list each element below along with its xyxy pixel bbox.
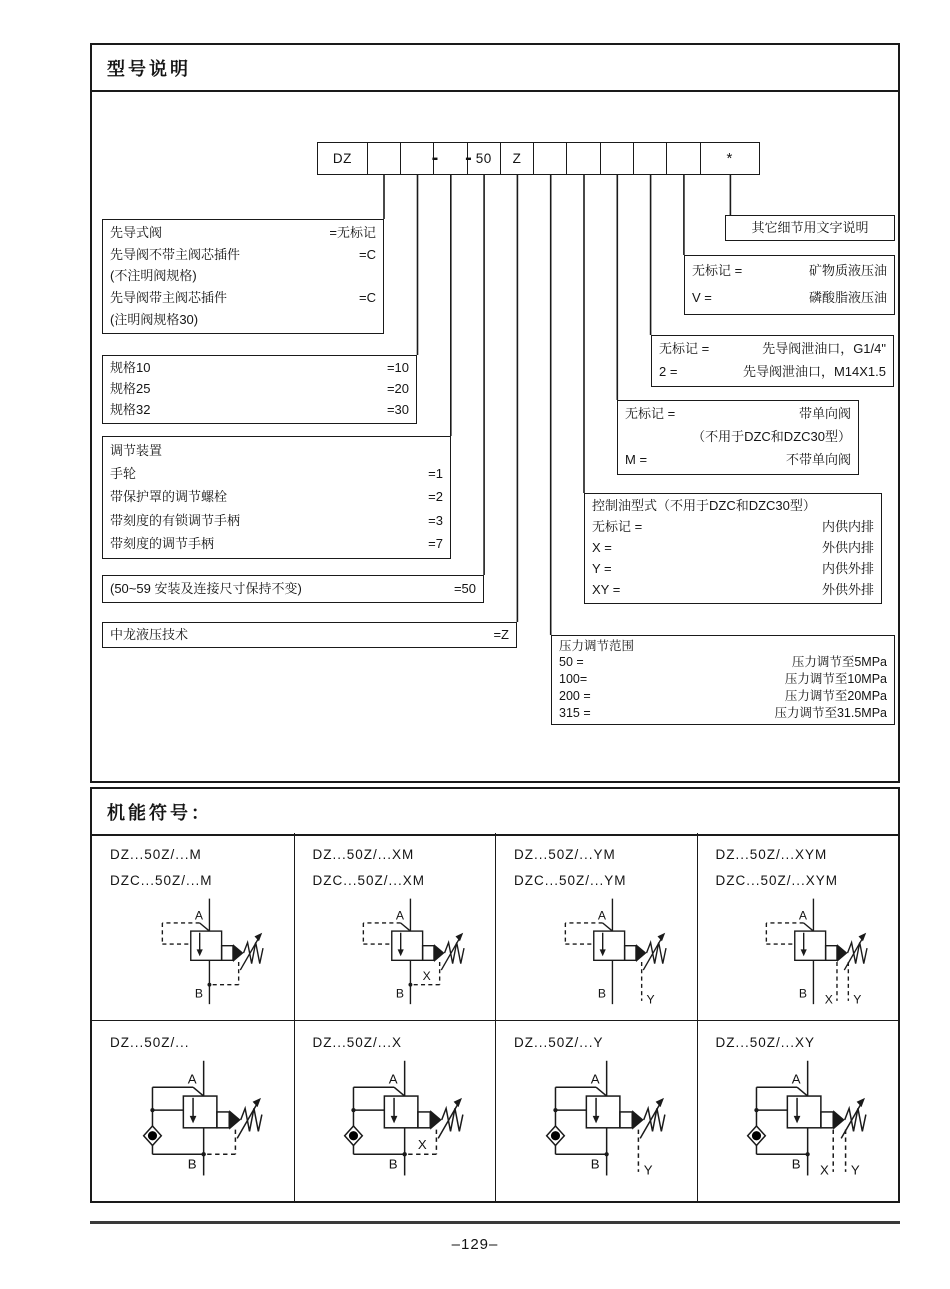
adjust-arrow-head	[454, 1098, 462, 1107]
port-b-label: B	[590, 1156, 600, 1172]
spring-chamber	[418, 1112, 430, 1128]
value: 带单向阀	[798, 406, 851, 422]
junction-dot	[806, 1152, 810, 1156]
valve-body	[392, 931, 423, 960]
port-b-label: B	[194, 986, 203, 1001]
poppet-triangle	[229, 1110, 240, 1129]
valve-body	[593, 931, 624, 960]
adjust-arrow-head	[657, 933, 665, 942]
symbol-model-label: DZC...50Z/...XM	[312, 873, 426, 888]
value: =Z	[493, 626, 509, 642]
pilot-tap-line	[797, 1087, 808, 1096]
check-valve-ball	[752, 1131, 761, 1140]
flow-arrow-head	[592, 1116, 599, 1123]
label: 先导阀带主阀芯插件	[110, 290, 228, 306]
port-b-label: B	[395, 986, 404, 1001]
junction-dot	[201, 1152, 205, 1156]
value: =C	[359, 290, 376, 306]
annotation-box-brand	[102, 622, 517, 648]
junction-dot	[207, 983, 211, 987]
label: 规格32	[110, 402, 151, 418]
port-b-label: B	[597, 986, 606, 1001]
label: 200 =	[559, 688, 591, 703]
hydraulic-valve-symbol	[327, 1059, 477, 1183]
poppet-triangle	[232, 944, 243, 962]
port-y-label: Y	[646, 992, 655, 1007]
flow-arrow-head	[794, 1116, 801, 1123]
label: 带保护罩的调节螺栓	[110, 489, 228, 505]
box-header: 压力调节范围	[559, 638, 635, 653]
valve-body	[787, 1096, 821, 1128]
adjust-arrow-head	[252, 1098, 260, 1107]
symbol-model-label: DZC...50Z/...XYM	[715, 873, 839, 888]
symbol-cell	[92, 833, 294, 1020]
hydraulic-valve-symbol	[126, 1059, 276, 1183]
value: 先导阀泄油口，M14X1.5	[742, 364, 886, 380]
model-code-row	[317, 142, 760, 175]
value: =2	[428, 489, 443, 505]
label: 先导式阀	[110, 224, 163, 240]
port-b-label: B	[388, 1156, 398, 1172]
pilot-tap-line	[602, 923, 612, 931]
value: 压力调节至5MPa	[791, 655, 887, 670]
adjust-arrow-shaft	[441, 938, 460, 970]
flow-arrow-head	[196, 949, 202, 956]
poppet-triangle	[430, 1110, 441, 1129]
pilot-tap-line	[401, 923, 411, 931]
value: 内供内排	[821, 519, 874, 535]
port-y-label: Y	[643, 1162, 653, 1178]
value: 压力调节至20MPa	[784, 688, 887, 703]
poppet-triangle	[635, 944, 646, 962]
valve-body	[795, 931, 826, 960]
value: =30	[386, 402, 409, 418]
adjust-arrow-shaft	[643, 938, 662, 970]
spring-chamber	[423, 946, 434, 961]
value: =10	[386, 360, 409, 376]
value: =20	[386, 381, 409, 397]
hydraulic-valve-symbol	[730, 1059, 880, 1183]
label: 无标记 =	[625, 406, 676, 422]
code-separator-dash: -	[465, 146, 472, 169]
symbol-cell	[495, 1020, 697, 1201]
label: 带刻度的有锁调节手柄	[110, 512, 241, 528]
port-b-label: B	[791, 1156, 801, 1172]
port-b-label: B	[798, 986, 807, 1001]
adjust-arrow-shaft	[640, 1103, 660, 1138]
value: 内供外排	[821, 561, 874, 577]
label: 规格10	[110, 360, 151, 376]
port-a-label: A	[597, 908, 606, 923]
model-code-cell	[601, 143, 634, 174]
value: =3	[428, 512, 443, 528]
label: V =	[692, 290, 712, 306]
label: (50~59 安装及连接尺寸保持不变)	[110, 580, 302, 596]
symbol-model-label: DZ...50Z/...M	[110, 847, 202, 862]
spring-chamber	[624, 946, 635, 961]
annotation-box-size	[102, 355, 417, 424]
footer-page-number: –129–	[451, 1236, 499, 1253]
annotation-box-control-oil	[584, 493, 882, 604]
adjust-arrow-shaft	[844, 938, 863, 970]
box-header: 控制油型式（不用于DZC和DZC30型）	[592, 498, 816, 514]
flow-arrow-head	[189, 1116, 196, 1123]
page-title: 型号说明	[92, 45, 898, 92]
value: 压力调节至31.5MPa	[774, 705, 887, 720]
flow-arrow-head	[599, 949, 605, 956]
annotation-box-pilot-valve	[102, 219, 384, 334]
port-x-label: X	[819, 1162, 829, 1178]
model-designation-section	[90, 43, 900, 783]
label: M =	[625, 452, 648, 468]
check-valve-ball	[550, 1131, 559, 1140]
poppet-triangle	[837, 944, 848, 962]
value: =1	[428, 465, 443, 481]
value: =7	[428, 536, 443, 552]
value: （不用于DZC和DZC30型）	[692, 429, 851, 445]
label: 其它细节用文字说明	[751, 219, 869, 235]
annotation-box-check-valve	[617, 400, 859, 475]
port-x-label: X	[824, 992, 833, 1007]
symbol-model-label: DZ...50Z/...XYM	[715, 847, 828, 862]
adjust-arrow-head	[455, 933, 463, 942]
check-valve-ball	[147, 1131, 156, 1140]
label: 中龙液压技术	[110, 626, 189, 642]
spring-chamber	[221, 946, 232, 961]
port-a-label: A	[388, 1071, 398, 1087]
label: 带刻度的调节手柄	[110, 536, 215, 552]
model-code-cell	[368, 143, 401, 174]
hydraulic-valve-symbol	[339, 897, 477, 1011]
label: XY =	[592, 582, 621, 598]
model-code-cell	[534, 143, 567, 174]
port-a-label: A	[187, 1071, 197, 1087]
symbol-cell	[697, 1020, 899, 1201]
poppet-triangle	[833, 1110, 844, 1129]
annotation-box-drain-port	[651, 335, 894, 387]
symbol-cell	[294, 1020, 496, 1201]
junction-dot	[604, 1152, 608, 1156]
model-code-cell	[667, 143, 700, 174]
flow-arrow-head	[398, 949, 404, 956]
poppet-triangle	[632, 1110, 643, 1129]
value: 先导阀泄油口，G1/4"	[762, 341, 886, 357]
port-a-label: A	[590, 1071, 600, 1087]
pilot-tap-line	[596, 1087, 607, 1096]
model-code-cell	[431, 143, 467, 174]
flow-arrow-head	[391, 1116, 398, 1123]
code-separator-dash: -	[431, 146, 439, 169]
symbol-model-label: DZ...50Z/...XY	[715, 1035, 816, 1050]
check-valve-ball	[349, 1131, 358, 1140]
value: 磷酸脂液压油	[808, 290, 887, 306]
label: 2 =	[659, 364, 678, 380]
spring-chamber	[216, 1112, 228, 1128]
port-b-label: B	[187, 1156, 197, 1172]
symbol-model-label: DZ...50Z/...X	[312, 1035, 403, 1050]
spring-chamber	[826, 946, 837, 961]
symbol-model-label: DZ...50Z/...Y	[514, 1035, 604, 1050]
junction-dot	[403, 1152, 407, 1156]
symbol-model-label: DZC...50Z/...M	[110, 873, 213, 888]
adjust-arrow-head	[857, 1098, 865, 1107]
symbol-model-label: DZC...50Z/...YM	[514, 873, 627, 888]
hydraulic-valve-symbol	[138, 897, 276, 1011]
value: 外供内排	[821, 540, 874, 556]
model-code-cell	[401, 143, 434, 174]
model-code-cell-star: *	[726, 150, 733, 167]
label: X =	[592, 540, 612, 556]
adjust-arrow-shaft	[841, 1103, 861, 1138]
label: 手轮	[110, 465, 137, 481]
label: (不注明阀规格)	[110, 268, 197, 284]
port-x-label: X	[417, 1136, 427, 1152]
port-a-label: A	[798, 908, 807, 923]
junction-dot	[408, 983, 412, 987]
label: 50 =	[559, 655, 584, 670]
symbol-cell	[92, 1020, 294, 1201]
poppet-triangle	[434, 944, 445, 962]
adjust-arrow-head	[655, 1098, 663, 1107]
port-x-label: X	[422, 968, 431, 983]
port-a-label: A	[395, 908, 404, 923]
adjust-arrow-head	[254, 933, 262, 942]
hydraulic-valve-symbol	[529, 1059, 679, 1183]
model-code-cell: Z	[501, 143, 534, 174]
label: 规格25	[110, 381, 151, 397]
adjust-arrow-shaft	[240, 938, 259, 970]
valve-body	[183, 1096, 217, 1128]
port-a-label: A	[194, 908, 203, 923]
symbols-grid	[92, 833, 898, 1201]
model-code-cell: 50	[468, 143, 501, 174]
flow-arrow-head	[801, 949, 807, 956]
value: 矿物质液压油	[808, 263, 887, 279]
value: 不带单向阀	[785, 452, 851, 468]
valve-body	[190, 931, 221, 960]
valve-body	[586, 1096, 620, 1128]
symbols-section-title: 机能符号：	[92, 789, 898, 836]
model-code-cell	[567, 143, 600, 174]
annotation-box-fluid-type	[684, 255, 895, 315]
adjust-arrow-head	[858, 933, 866, 942]
symbol-cell	[495, 833, 697, 1020]
pilot-tap-line	[199, 923, 209, 931]
label: (注明阀规格30)	[110, 311, 199, 327]
spring-chamber	[619, 1112, 631, 1128]
symbol-model-label: DZ...50Z/...YM	[514, 847, 616, 862]
model-code-cell	[634, 143, 667, 174]
function-symbols-section	[90, 787, 900, 1203]
pilot-tap-line	[193, 1087, 204, 1096]
value: =C	[359, 246, 376, 262]
value: 外供外排	[821, 582, 874, 598]
adjust-arrow-shaft	[438, 1103, 458, 1138]
pilot-tap-line	[394, 1087, 405, 1096]
value: =无标记	[329, 224, 376, 240]
value: =50	[453, 580, 476, 596]
label: 无标记 =	[592, 519, 643, 535]
hydraulic-valve-symbol	[541, 897, 679, 1011]
port-a-label: A	[791, 1071, 801, 1087]
box-header: 调节装置	[110, 442, 163, 458]
adjust-arrow-shaft	[237, 1103, 257, 1138]
port-y-label: Y	[850, 1162, 860, 1178]
valve-body	[384, 1096, 418, 1128]
label: 无标记 =	[692, 263, 743, 279]
label: Y =	[592, 561, 612, 577]
label: 无标记 =	[659, 341, 710, 357]
port-y-label: Y	[853, 992, 862, 1007]
annotation-box-mounting	[102, 575, 484, 603]
hydraulic-valve-symbol	[742, 897, 880, 1011]
annotation-box-adjuster	[102, 436, 451, 559]
label: 315 =	[559, 705, 591, 720]
symbol-model-label: DZ...50Z/...XM	[312, 847, 415, 862]
symbol-model-label: DZ...50Z/...	[110, 1035, 190, 1050]
pilot-tap-line	[804, 923, 814, 931]
annotation-box-other-details	[725, 215, 895, 241]
annotation-box-pressure-range	[551, 635, 895, 725]
value: 压力调节至10MPa	[784, 672, 887, 687]
label: 先导阀不带主阀芯插件	[110, 246, 241, 262]
model-code-cell: DZ	[318, 143, 368, 174]
footer-rule	[90, 1221, 900, 1224]
symbol-cell	[697, 833, 899, 1020]
symbol-cell	[294, 833, 496, 1020]
spring-chamber	[821, 1112, 833, 1128]
label: 100=	[559, 672, 588, 687]
